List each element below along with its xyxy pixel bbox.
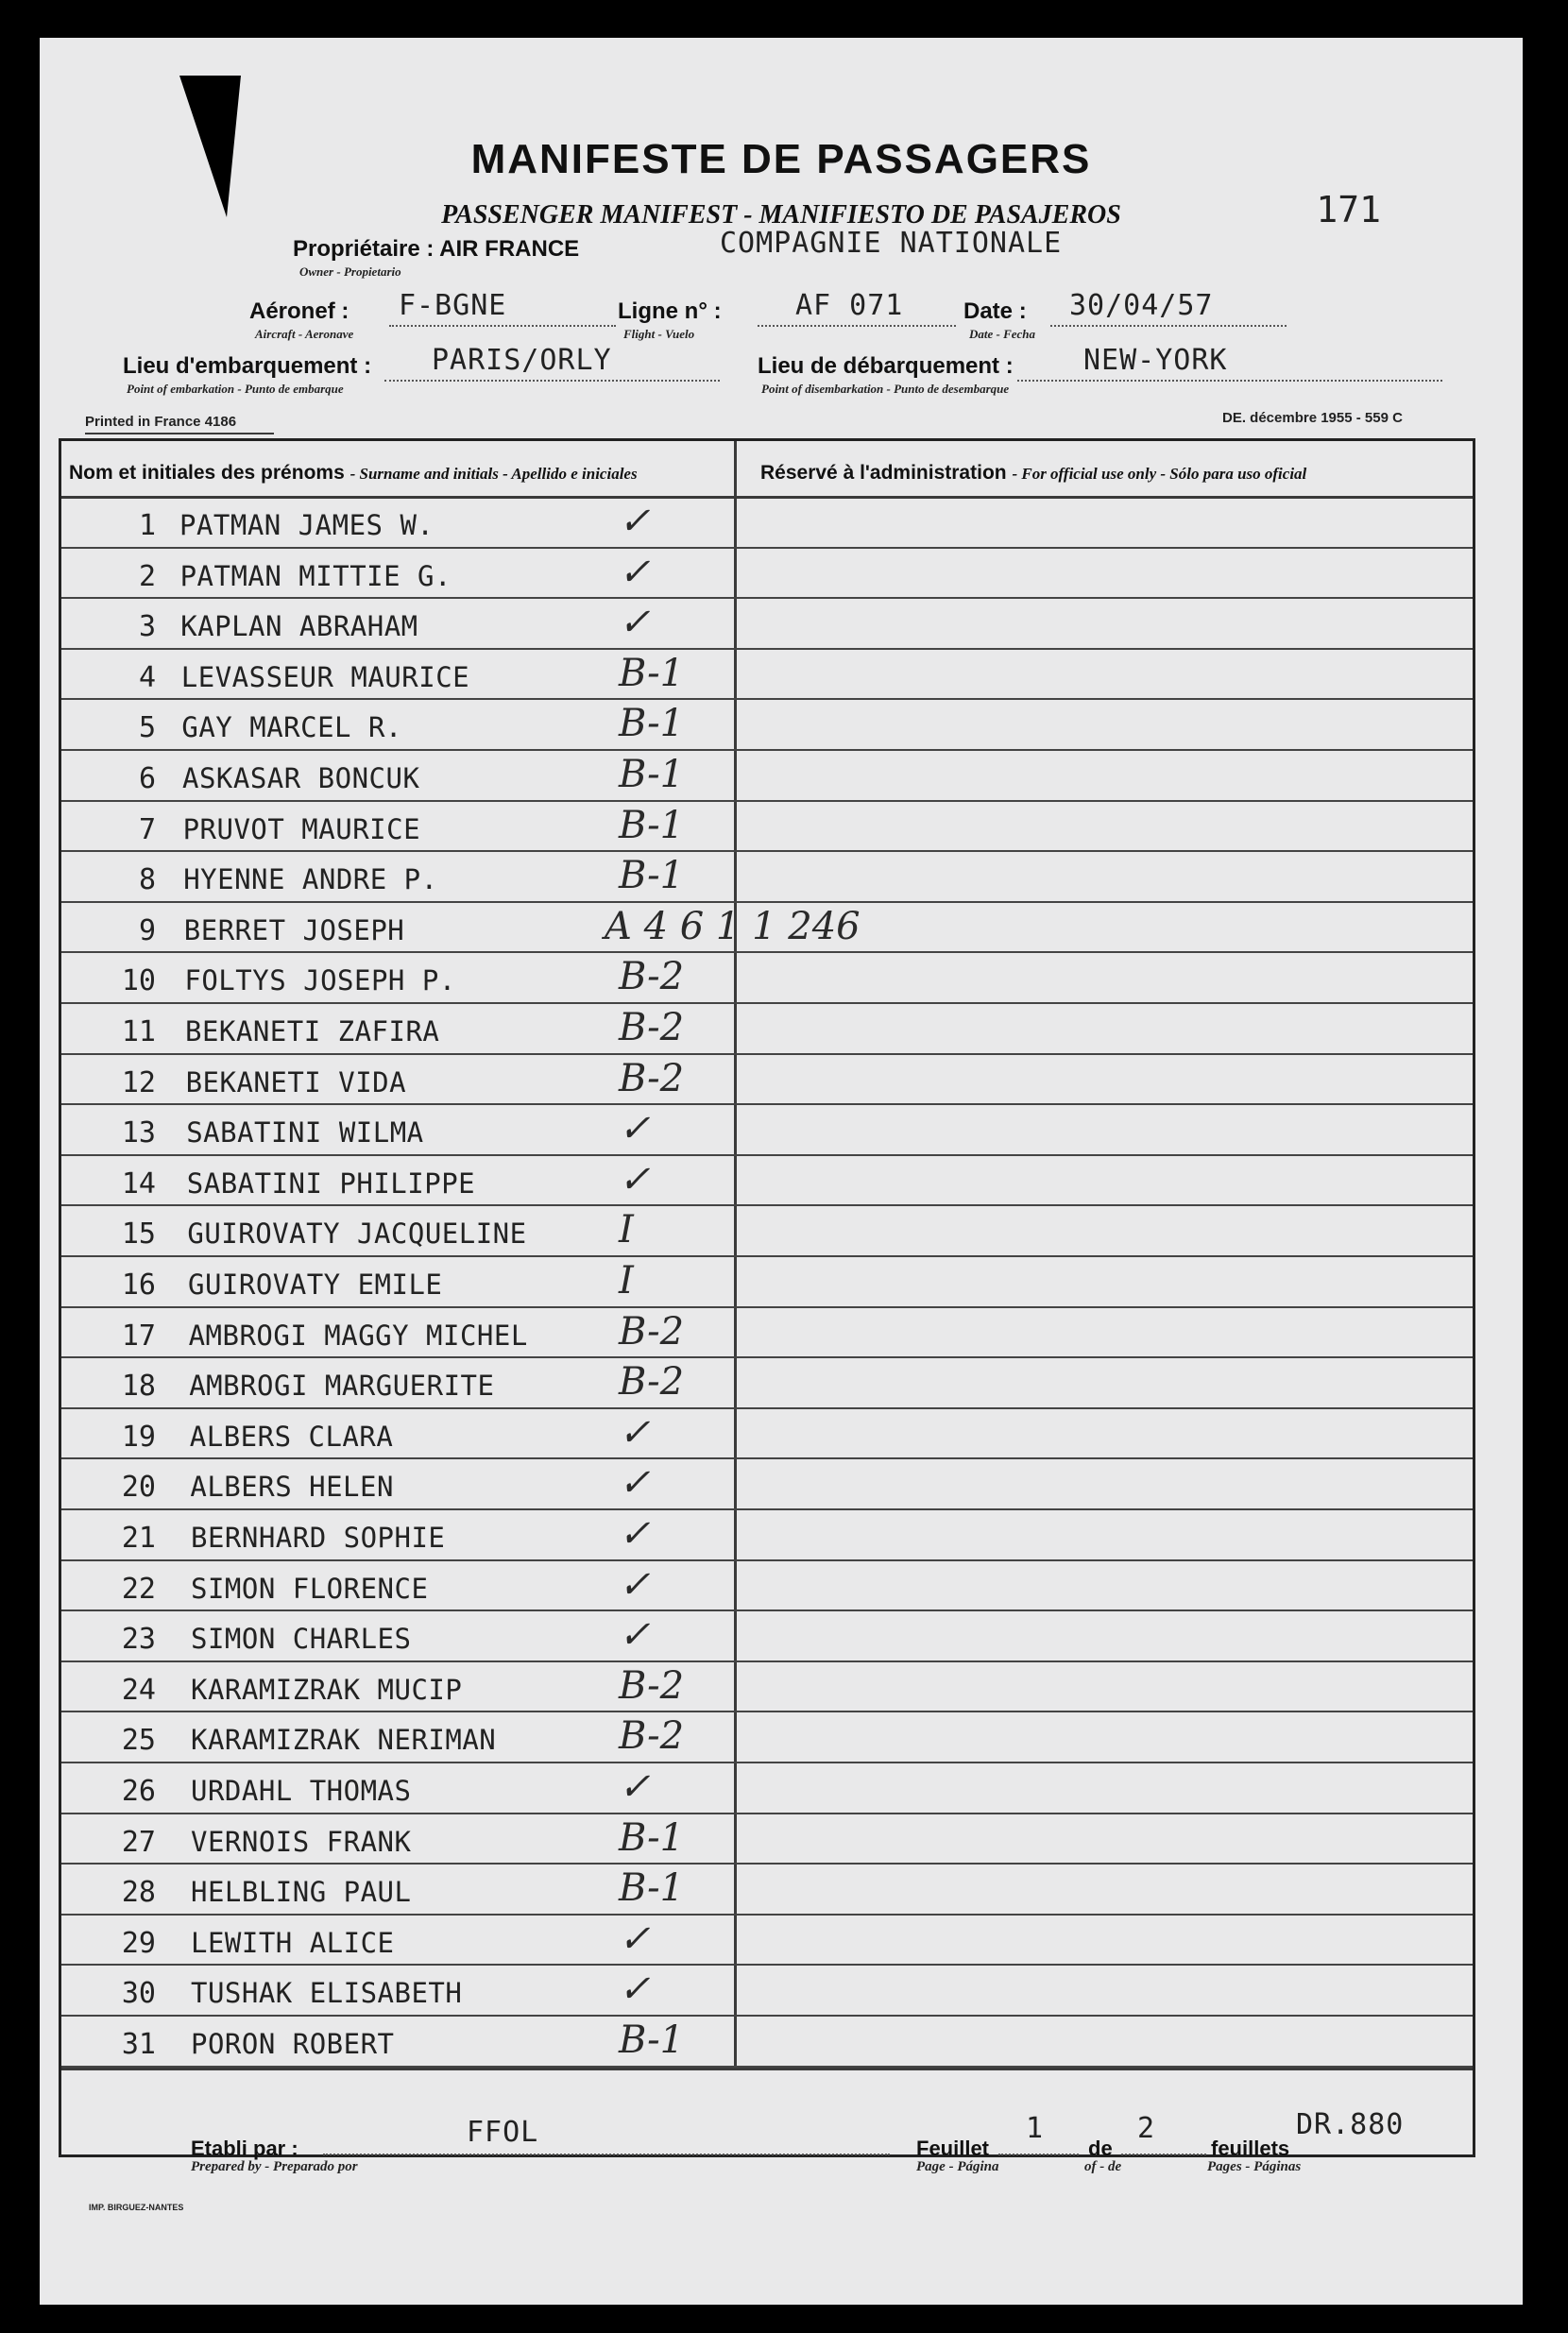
date-sub: Date - Fecha [969, 327, 1036, 341]
admin-mark: B-1 [619, 702, 685, 746]
admin-mark: ✓ [619, 1765, 651, 1809]
table-row [61, 751, 1473, 802]
passenger-name: SIMON FLORENCE [191, 1572, 429, 1605]
passenger-name: SIMON CHARLES [191, 1623, 412, 1656]
form-code: DE. décembre 1955 - 559 C [1222, 410, 1403, 426]
date-label: Date : [963, 298, 1027, 324]
passenger-name: AMBROGI MARGUERITE [189, 1370, 495, 1403]
row-number: 20 [121, 1471, 156, 1505]
row-number: 1 [138, 509, 156, 542]
table-row [61, 1662, 1473, 1713]
admin-mark: ✓ [619, 601, 651, 645]
admin-mark: ✓ [619, 550, 651, 594]
row-number: 10 [121, 964, 156, 998]
table-row [61, 700, 1473, 751]
passenger-name: BERRET JOSEPH [183, 913, 405, 946]
sheet-sub: Page - Página [916, 2159, 999, 2174]
row-number: 12 [121, 1065, 156, 1099]
row-number: 15 [121, 1218, 156, 1252]
page-subtitle: PASSENGER MANIFEST - MANIFIESTO DE PASAJEROS [441, 200, 1121, 230]
admin-mark: ✓ [619, 1410, 651, 1455]
embark-value: PARIS/ORLY [432, 344, 612, 377]
row-number: 22 [121, 1572, 156, 1606]
disembark-sub: Point of disembarkation - Punto de desembarque [761, 382, 1010, 396]
row-number: 25 [121, 1724, 156, 1758]
row-number: 16 [121, 1269, 156, 1302]
table-row [61, 1004, 1473, 1055]
row-number: 9 [138, 913, 156, 947]
passenger-name: HYENNE ANDRE P. [183, 863, 438, 896]
passenger-name: AMBROGI MAGGY MICHEL [188, 1319, 528, 1352]
row-number: 21 [121, 1522, 156, 1555]
passenger-name: ASKASAR BONCUK [182, 762, 420, 794]
row-number: 4 [138, 660, 156, 694]
admin-mark: B-1 [619, 651, 685, 695]
table-row [61, 1459, 1473, 1510]
row-number: 23 [121, 1623, 156, 1657]
passenger-name: FOLTYS JOSEPH P. [184, 964, 456, 997]
flight-sub: Flight - Vuelo [623, 327, 695, 341]
table-row [61, 650, 1473, 701]
row-rule [61, 2066, 1473, 2068]
passenger-name: TUSHAK ELISABETH [191, 1977, 463, 2010]
row-number: 13 [121, 1116, 156, 1150]
row-number: 19 [121, 1420, 156, 1454]
passenger-name: BERNHARD SOPHIE [191, 1522, 446, 1554]
sheets-sub: Pages - Páginas [1207, 2159, 1302, 2174]
owner-label: Propriétaire : AIR FRANCE [293, 236, 580, 262]
owner-value: COMPAGNIE NATIONALE [720, 227, 1063, 260]
doc-code: DR.880 [1296, 2108, 1405, 2141]
aircraft-value: F-BGNE [399, 289, 507, 322]
admin-mark: B-2 [619, 955, 685, 999]
table-row [61, 953, 1473, 1004]
imprint-note: IMP. BIRGUEZ-NANTES [89, 2203, 184, 2212]
row-number: 7 [138, 812, 156, 846]
row-number: 31 [121, 2028, 156, 2061]
row-number: 28 [121, 1876, 156, 1910]
passenger-name: KARAMIZRAK NERIMAN [191, 1724, 497, 1757]
row-number: 18 [121, 1370, 156, 1404]
table-row [61, 852, 1473, 903]
table-row [61, 1814, 1473, 1865]
table-row [61, 1763, 1473, 1814]
table-row [61, 1358, 1473, 1409]
passenger-name: LEWITH ALICE [191, 1926, 395, 1959]
admin-mark: ✓ [619, 1512, 651, 1556]
table-row [61, 1712, 1473, 1763]
table-row [61, 599, 1473, 650]
admin-mark: B-1 [619, 1866, 685, 1911]
table-row [61, 1865, 1473, 1916]
sheet-label: Feuillet [916, 2137, 990, 2160]
admin-mark: ✓ [619, 1107, 651, 1151]
flight-value: AF 071 [795, 289, 904, 322]
embark-label: Lieu d'embarquement : [123, 353, 372, 379]
admin-mark: B-2 [619, 1663, 685, 1708]
table-row [61, 1561, 1473, 1612]
passenger-name: LEVASSEUR MAURICE [180, 660, 470, 693]
col-name-header: Nom et initiales des prénoms - Surname and initials - Apellido e iniciales [69, 462, 638, 484]
admin-mark: ✓ [619, 1967, 651, 2012]
row-number: 14 [121, 1166, 156, 1201]
passenger-name: URDAHL THOMAS [191, 1775, 412, 1807]
passenger-name: ALBERS CLARA [189, 1420, 394, 1453]
admin-mark: B-2 [619, 1006, 685, 1049]
admin-mark: ✓ [619, 1461, 651, 1506]
admin-mark: B-1 [619, 854, 685, 898]
aircraft-label: Aéronef : [249, 298, 349, 324]
of-label: de [1088, 2137, 1113, 2160]
passenger-name: BEKANETI ZAFIRA [185, 1015, 440, 1047]
table-row [61, 1257, 1473, 1308]
flight-label: Ligne n° : [618, 298, 722, 324]
disembark-value: NEW-YORK [1083, 344, 1228, 377]
prepared-value: FFOL [467, 2116, 539, 2149]
row-number: 2 [138, 559, 156, 593]
table-row [61, 498, 1473, 549]
row-number: 26 [121, 1775, 156, 1808]
prepared-label: Etabli par : [191, 2137, 298, 2160]
sheet-value: 1 [1026, 2112, 1045, 2145]
passenger-name: ALBERS HELEN [190, 1471, 394, 1504]
table-row [61, 1105, 1473, 1156]
table-row [61, 1156, 1473, 1207]
admin-mark: ✓ [619, 1613, 651, 1658]
passenger-name: PORON ROBERT [191, 2028, 395, 2060]
admin-mark: B-1 [619, 1815, 685, 1860]
passenger-table [59, 438, 1475, 2157]
passenger-name: HELBLING PAUL [191, 1876, 412, 1909]
table-row [61, 802, 1473, 853]
admin-mark: ✓ [619, 1562, 651, 1607]
table-row [61, 1308, 1473, 1359]
table-row [61, 903, 1473, 954]
admin-mark: B-1 [619, 2018, 685, 2062]
passenger-name: GUIROVATY EMILE [188, 1269, 443, 1301]
admin-mark: B-1 [619, 803, 685, 847]
row-number: 30 [121, 1977, 156, 2011]
passenger-name: SABATINI WILMA [186, 1116, 424, 1149]
row-number: 17 [121, 1319, 156, 1353]
admin-mark: B-2 [619, 1714, 685, 1759]
admin-mark: I [619, 1208, 634, 1252]
row-number: 24 [121, 1673, 156, 1707]
page-title: MANIFESTE DE PASSAGERS [470, 136, 1092, 182]
row-number: 11 [121, 1015, 156, 1048]
admin-mark: B-2 [619, 1056, 685, 1100]
row-number: 3 [138, 610, 156, 644]
table-row [61, 1206, 1473, 1257]
passenger-name: GUIROVATY JACQUELINE [187, 1218, 527, 1251]
embark-sub: Point of embarkation - Punto de embarque [127, 382, 344, 396]
row-number: 6 [138, 762, 156, 795]
table-row [61, 1510, 1473, 1561]
admin-mark: B-2 [619, 1360, 685, 1405]
table-row [61, 1916, 1473, 1967]
date-value: 30/04/57 [1069, 289, 1214, 322]
printed-note: Printed in France 4186 [85, 414, 237, 430]
admin-mark: ✓ [619, 1916, 651, 1961]
row-number: 27 [121, 1825, 156, 1859]
passenger-name: PATMAN MITTIE G. [179, 559, 452, 592]
aircraft-sub: Aircraft - Aeronave [255, 327, 354, 341]
admin-mark: I [619, 1259, 634, 1303]
prepared-sub: Prepared by - Preparado por [191, 2159, 358, 2174]
of-value: 2 [1137, 2112, 1156, 2145]
table-row [61, 2017, 1473, 2068]
manifest-sheet [40, 38, 1523, 2305]
row-number: 5 [138, 711, 156, 745]
table-row [61, 549, 1473, 600]
passenger-name: KARAMIZRAK MUCIP [191, 1673, 463, 1706]
passenger-name: PRUVOT MAURICE [182, 812, 421, 845]
passenger-name: BEKANETI VIDA [185, 1065, 407, 1098]
sheets-label: feuillets [1211, 2137, 1290, 2160]
admin-mark: A 4 6 1 1 246 [605, 904, 861, 948]
table-row [61, 1409, 1473, 1460]
row-number: 29 [121, 1926, 156, 1960]
admin-mark: B-2 [619, 1309, 685, 1354]
admin-mark: ✓ [619, 1157, 651, 1201]
passenger-name: PATMAN JAMES W. [179, 509, 435, 541]
col-admin-header: Réservé à l'administration - For official use only - Sólo para uso oficial [760, 462, 1307, 484]
owner-sub: Owner - Propietario [299, 264, 401, 279]
table-row [61, 1611, 1473, 1662]
passenger-name: GAY MARCEL R. [181, 711, 402, 744]
passenger-name: VERNOIS FRANK [191, 1825, 412, 1858]
of-sub: of - de [1084, 2159, 1122, 2174]
page-stamp-number: 171 [1316, 189, 1381, 230]
table-row [61, 1966, 1473, 2017]
admin-mark: B-1 [619, 753, 685, 796]
table-row [61, 1055, 1473, 1106]
passenger-name: SABATINI PHILIPPE [186, 1166, 476, 1200]
row-number: 8 [138, 863, 156, 897]
disembark-label: Lieu de débarquement : [758, 353, 1014, 379]
admin-mark: ✓ [619, 500, 651, 543]
passenger-name: KAPLAN ABRAHAM [180, 610, 418, 643]
